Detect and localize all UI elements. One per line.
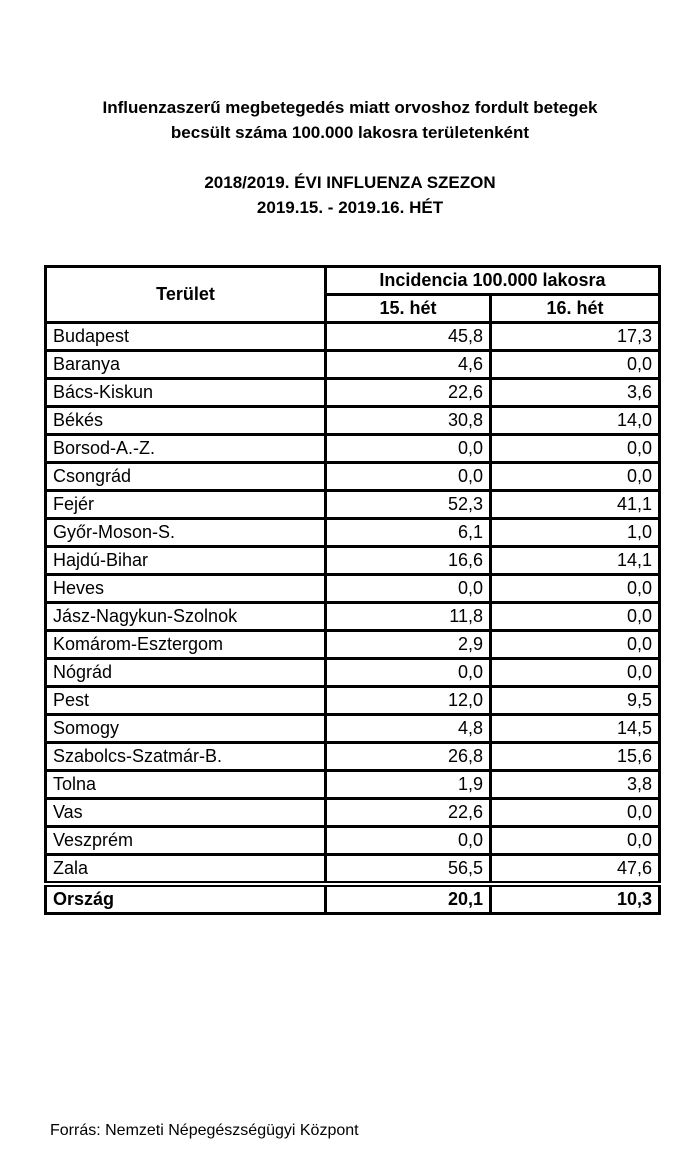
week-16-cell: 14,1 [491, 547, 660, 575]
week-15-cell: 52,3 [326, 491, 491, 519]
area-cell: Szabolcs-Szatmár-B. [46, 743, 326, 771]
week-16-cell: 17,3 [491, 323, 660, 351]
column-header-area: Terület [46, 267, 326, 323]
week-15-cell: 0,0 [326, 463, 491, 491]
week-16-cell: 14,0 [491, 407, 660, 435]
table-row [46, 743, 660, 771]
week-16-cell: 1,0 [491, 519, 660, 547]
week-16-cell: 0,0 [491, 631, 660, 659]
week-16-cell: 41,1 [491, 491, 660, 519]
title-line-1: Influenzaszerű megbetegedés miatt orvoshoz fordult betegek [102, 98, 598, 117]
table-row [46, 771, 660, 799]
table-row [46, 463, 660, 491]
week-15-cell: 2,9 [326, 631, 491, 659]
column-header-week-16: 16. hét [491, 295, 660, 323]
incidence-table [44, 265, 661, 915]
source-note: Forrás: Nemzeti Népegészségügyi Központ [50, 1122, 359, 1139]
week-15-cell: 0,0 [326, 659, 491, 687]
area-cell: Nógrád [46, 659, 326, 687]
week-15-cell: 0,0 [326, 827, 491, 855]
season-heading: 2018/2019. ÉVI INFLUENZA SZEZON [204, 173, 496, 192]
week-16-cell: 9,5 [491, 687, 660, 715]
area-cell: Komárom-Esztergom [46, 631, 326, 659]
total-week-16-cell: 10,3 [491, 884, 660, 914]
area-cell: Zala [46, 855, 326, 885]
table-row [46, 547, 660, 575]
table-row [46, 351, 660, 379]
title-line-2: becsült száma 100.000 lakosra területenként [170, 123, 530, 142]
week-15-cell: 6,1 [326, 519, 491, 547]
area-cell: Bács-Kiskun [46, 379, 326, 407]
table-row [46, 491, 660, 519]
week-16-cell: 0,0 [491, 575, 660, 603]
week-16-cell: 0,0 [491, 463, 660, 491]
week-15-cell: 4,6 [326, 351, 491, 379]
area-cell: Borsod-A.-Z. [46, 435, 326, 463]
week-15-cell: 0,0 [326, 575, 491, 603]
weeks-heading: 2019.15. - 2019.16. HÉT [256, 198, 444, 217]
week-15-cell: 0,0 [326, 435, 491, 463]
week-16-cell: 3,8 [491, 771, 660, 799]
table-row [46, 519, 660, 547]
table-row [46, 799, 660, 827]
table-row [46, 687, 660, 715]
week-15-cell: 16,6 [326, 547, 491, 575]
table-row [46, 379, 660, 407]
week-15-cell: 12,0 [326, 687, 491, 715]
area-cell: Békés [46, 407, 326, 435]
total-week-15-cell: 20,1 [326, 884, 491, 914]
week-15-cell: 30,8 [326, 407, 491, 435]
area-cell: Pest [46, 687, 326, 715]
week-16-cell: 0,0 [491, 351, 660, 379]
week-16-cell: 15,6 [491, 743, 660, 771]
week-16-cell: 0,0 [491, 603, 660, 631]
column-group-header-incidence: Incidencia 100.000 lakosra [326, 267, 660, 295]
area-cell: Jász-Nagykun-Szolnok [46, 603, 326, 631]
area-cell: Budapest [46, 323, 326, 351]
table-row [46, 659, 660, 687]
table-row [46, 407, 660, 435]
week-15-cell: 22,6 [326, 799, 491, 827]
area-cell: Tolna [46, 771, 326, 799]
area-cell: Vas [46, 799, 326, 827]
week-15-cell: 22,6 [326, 379, 491, 407]
week-16-cell: 47,6 [491, 855, 660, 885]
week-16-cell: 14,5 [491, 715, 660, 743]
week-15-cell: 56,5 [326, 855, 491, 885]
total-area-cell: Ország [46, 884, 326, 914]
table-row [46, 715, 660, 743]
area-cell: Csongrád [46, 463, 326, 491]
week-15-cell: 1,9 [326, 771, 491, 799]
column-header-week-15: 15. hét [326, 295, 491, 323]
area-cell: Baranya [46, 351, 326, 379]
table-row [46, 855, 660, 885]
week-15-cell: 26,8 [326, 743, 491, 771]
week-16-cell: 0,0 [491, 435, 660, 463]
table-row [46, 575, 660, 603]
week-16-cell: 3,6 [491, 379, 660, 407]
area-cell: Győr-Moson-S. [46, 519, 326, 547]
table-row [46, 323, 660, 351]
week-16-cell: 0,0 [491, 827, 660, 855]
area-cell: Hajdú-Bihar [46, 547, 326, 575]
table-row [46, 603, 660, 631]
week-15-cell: 11,8 [326, 603, 491, 631]
area-cell: Heves [46, 575, 326, 603]
table-row [46, 631, 660, 659]
table-body [46, 323, 660, 885]
table-row [46, 435, 660, 463]
area-cell: Fejér [46, 491, 326, 519]
area-cell: Veszprém [46, 827, 326, 855]
total-row [46, 884, 660, 914]
week-16-cell: 0,0 [491, 799, 660, 827]
week-15-cell: 4,8 [326, 715, 491, 743]
area-cell: Somogy [46, 715, 326, 743]
week-16-cell: 0,0 [491, 659, 660, 687]
table-row [46, 827, 660, 855]
week-15-cell: 45,8 [326, 323, 491, 351]
